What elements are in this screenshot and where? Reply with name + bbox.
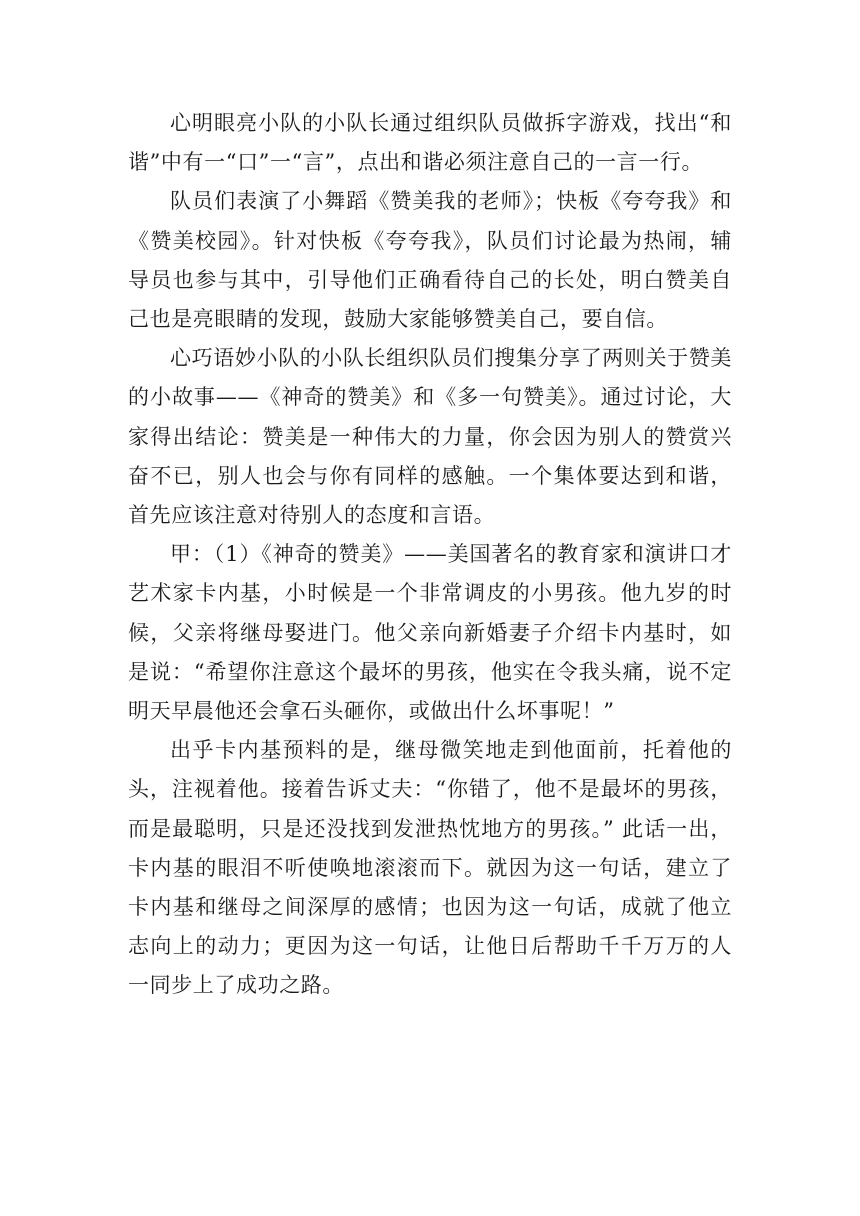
document-body [128,104,732,1006]
paragraph-4: 甲：（1）《神奇的赞美》——美国著名的教育家和演讲口才艺术家卡内基，小时候是一个非常调皮的小男孩。他九岁的时候，父亲将继母娶进门。他父亲向新婚妻子介绍卡内基时，如是说：“希望你注意这个最坏的男孩，他实在令我头痛，说不定明天早晨他还会拿石头砸你，或做出什么坏事呢！” [128,542,732,724]
paragraph-3: 心巧语妙小队的小队长组织队员们搜集分享了两则关于赞美的小故事——《神奇的赞美》和《多一句赞美》。通过讨论，大家得出结论：赞美是一种伟大的力量，你会因为别人的赞赏兴奋不已，别人也会与你有同样的感触。一个集体要达到和谐，首先应该注意对待别人的态度和言语。 [128,346,732,528]
paragraph-5: 出乎卡内基预料的是，继母微笑地走到他面前，托着他的头，注视着他。接着告诉丈夫：“你错了，他不是最坏的男孩，而是最聪明，只是还没找到发泄热忱地方的男孩。” 此话一出，卡内基的眼泪不听使唤地滚滚而下。就因为这一句话，建立了卡内基和继母之间深厚的感情；也因为这一句话，成就了他立志向上的动力；更因为这一句话，让他日后帮助千千万万的人一同步上了成功之路。 [128,738,732,998]
paragraph-2: 队员们表演了小舞蹈《赞美我的老师》；快板《夸夸我》和《赞美校园》。针对快板《夸夸我》，队员们讨论最为热闹，辅导员也参与其中，引导他们正确看待自己的长处，明白赞美自己也是亮眼睛的发现，鼓励大家能够赞美自己，要自信。 [128,189,732,332]
paragraph-1: 心明眼亮小队的小队长通过组织队员做拆字游戏，找出“和谐”中有一“口”一“言”，点出和谐必须注意自己的一言一行。 [128,111,732,175]
